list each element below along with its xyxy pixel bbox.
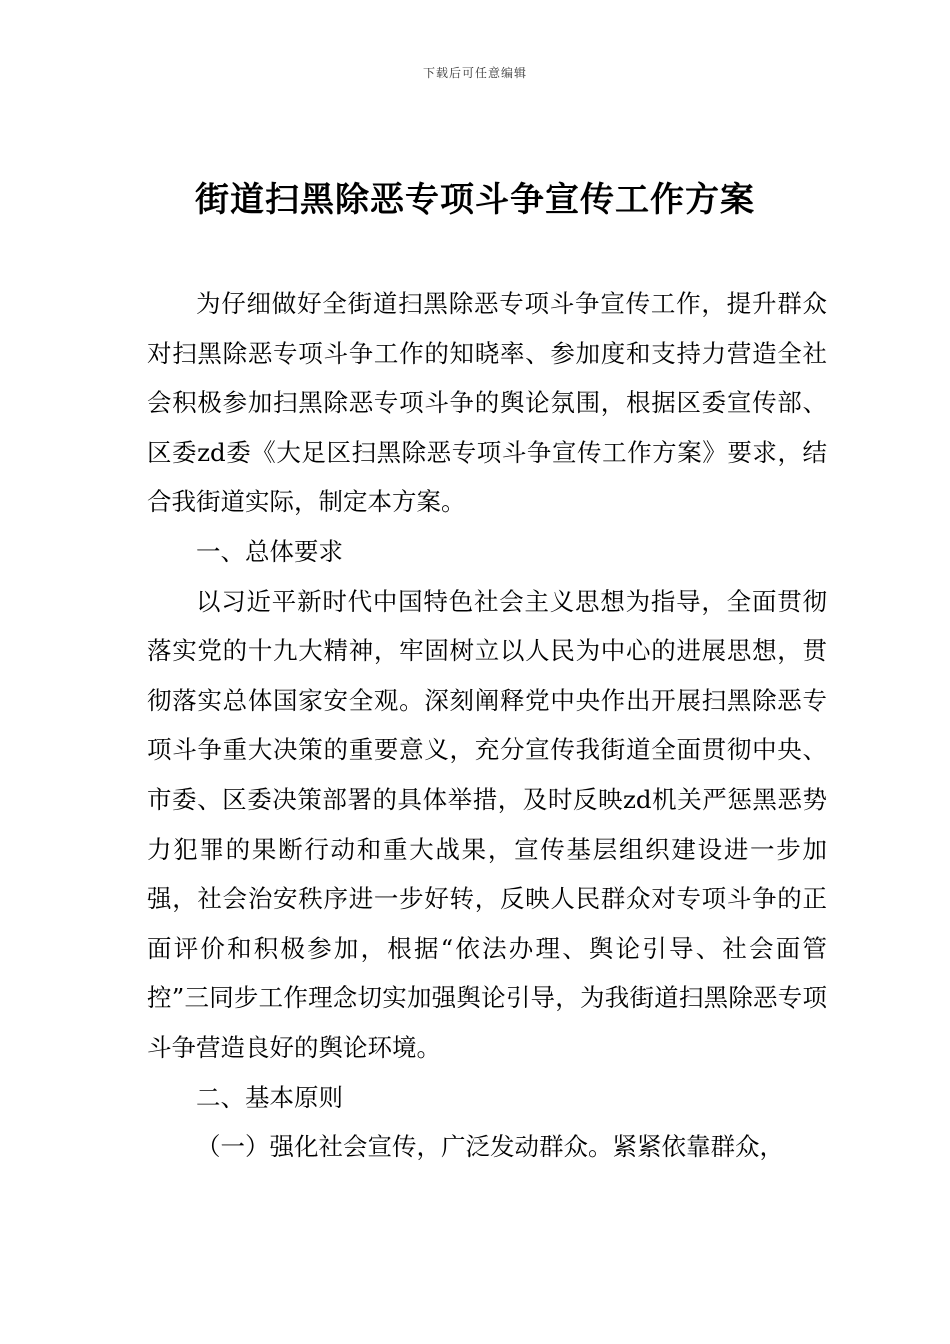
section-heading-basic-principles: 二、基本原则 — [196, 1082, 343, 1112]
header-note: 下载后可任意编辑 — [422, 66, 527, 80]
section-heading-general-requirements: 一、总体要求 — [196, 536, 343, 566]
document-title: 街道扫黑除恶专项斗争宣传工作方案 — [195, 180, 755, 220]
document-body — [147, 279, 827, 1172]
paragraph-intro: 为仔细做好全街道扫黑除恶专项斗争宣传工作，提升群众对扫黑除恶专项斗争工作的知晓率、参加度和支持力营造全社会积极参加扫黑除恶专项斗争的舆论氛围，根据区委宣传部、区委zd委《大足区扫黑除恶专项斗争宣传工作方案》要求，结合我街道实际，制定本方案。 — [147, 289, 827, 517]
paragraph-principle-1: （一）强化社会宣传，广泛发动群众。紧紧依靠群众， — [196, 1132, 784, 1162]
paragraph-general-requirements: 以习近平新时代中国特色社会主义思想为指导，全面贯彻落实党的十九大精神，牢固树立以人民为中心的进展思想，贯彻落实总体国家安全观。深刻阐释党中央作出开展扫黑除恶专项斗争重大决策的重要意义，充分宣传我街道全面贯彻中央、市委、区委决策部署的具体举措，及时反映zd机关严惩黑恶势力犯罪的果断行动和重大战果，宣传基层组织建设进一步加强，社会治安秩序进一步好转，反映人民群众对专项斗争的正面评价和积极参加，根据“依法办理、舆论引导、社会面管控”三同步工作理念切实加强舆论引导，为我街道扫黑除恶专项斗争营造良好的舆论环境。 — [147, 586, 827, 1062]
